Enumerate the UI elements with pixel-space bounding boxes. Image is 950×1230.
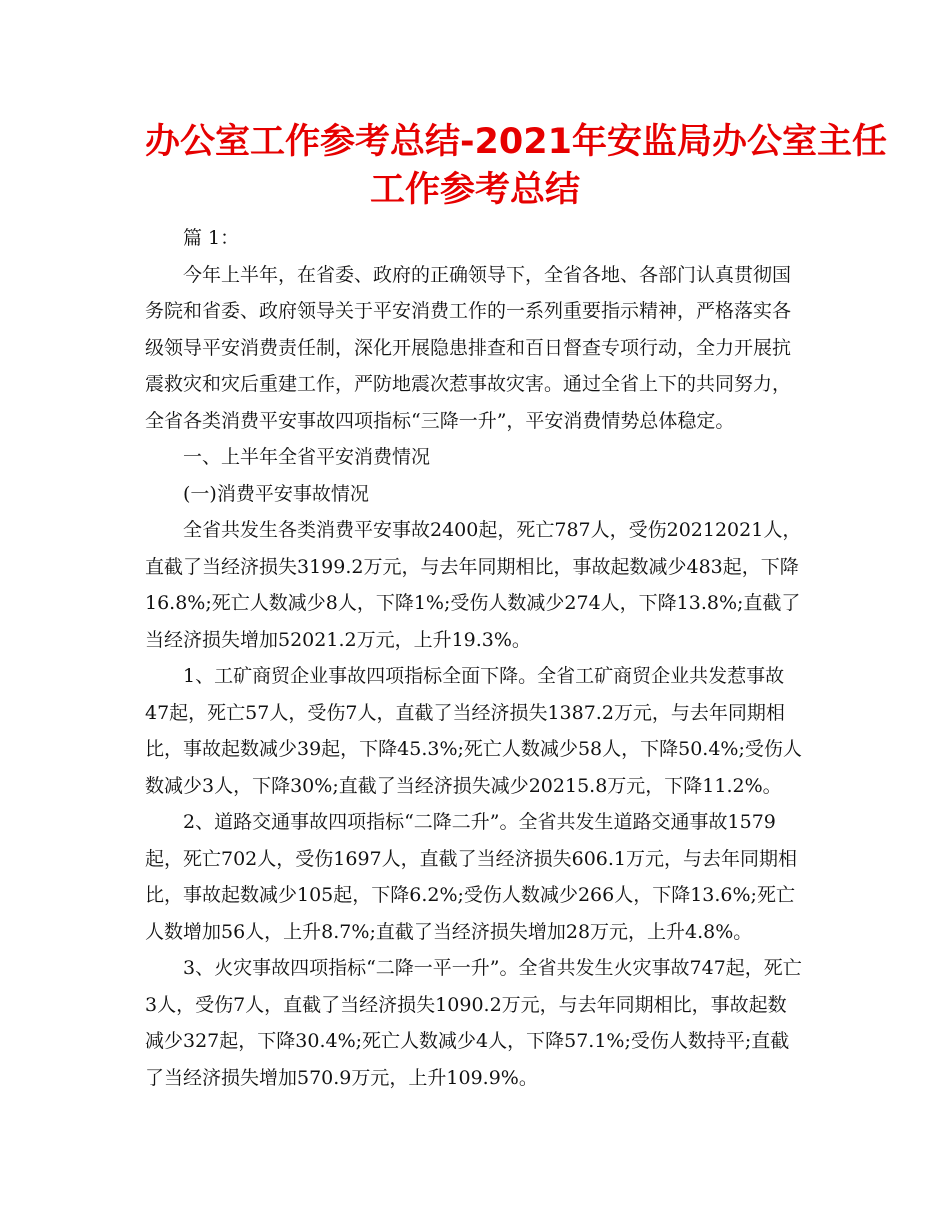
document-title: [145, 118, 887, 214]
summary-paragraph: 全省共发生各类消费平安事故2400起，死亡787人，受伤20212021人，直截了当经济损失3199.2万元，与去年同期相比，事故起数减少483起，下降16.8%;死亡人数减少8人，下降1%;受伤人数减少274人，下降13.8%;直截了当经济损失增加52021.2万元，上升19.3%。: [145, 519, 802, 651]
subsection-heading: (一)消费平安事故情况: [183, 482, 369, 505]
fire-accidents-paragraph: 3、火灾事故四项指标“二降一平一升”。全省共发生火灾事故747起，死亡3人，受伤7人，直截了当经济损失1090.2万元，与去年同期相比，事故起数减少327起，下降30.4%;死亡人数减少4人，下降57.1%;受伤人数持平;直截了当经济损失增加570.9万元，上升109.9%。: [145, 957, 802, 1089]
industry-accidents-paragraph: 1、工矿商贸企业事故四项指标全面下降。全省工矿商贸企业共发惹事故47起，死亡57人，受伤7人，直截了当经济损失1387.2万元，与去年同期相比，事故起数减少39起，下降45.3%;死亡人数减少58人，下降50.4%;受伤人数减少3人，下降30%;直截了当经济损失减少20215.8万元，下降11.2%。: [145, 665, 802, 797]
intro-paragraph: 今年上半年，在省委、政府的正确领导下，全省各地、各部门认真贯彻国务院和省委、政府领导关于平安消费工作的一系列重要指示精神，严格落实各级领导平安消费责任制，深化开展隐患排查和百日督查专项行动，全力开展抗震救灾和灾后重建工作，严防地震次惹事故灾害。通过全省上下的共同努力，全省各类消费平安事故四项指标“三降一升”，平安消费情势总体稳定。: [145, 263, 792, 432]
traffic-accidents-paragraph: 2、道路交通事故四项指标“二降二升”。全省共发生道路交通事故1579起，死亡702人，受伤1697人，直截了当经济损失606.1万元，与去年同期相比，事故起数减少105起，下降6.2%;受伤人数减少266人，下降13.6%;死亡人数增加56人，上升8.7%;直截了当经济损失增加28万元，上升4.8%。: [145, 811, 798, 943]
document-body: [145, 220, 805, 1096]
section-label: 篇 1：: [183, 227, 240, 249]
title-line-2: 工作参考总结: [369, 170, 580, 210]
title-line-1: 办公室工作参考总结-2021年安监局办公室主任: [145, 122, 887, 162]
section-heading: 一、上半年全省平安消费情况: [183, 446, 431, 468]
